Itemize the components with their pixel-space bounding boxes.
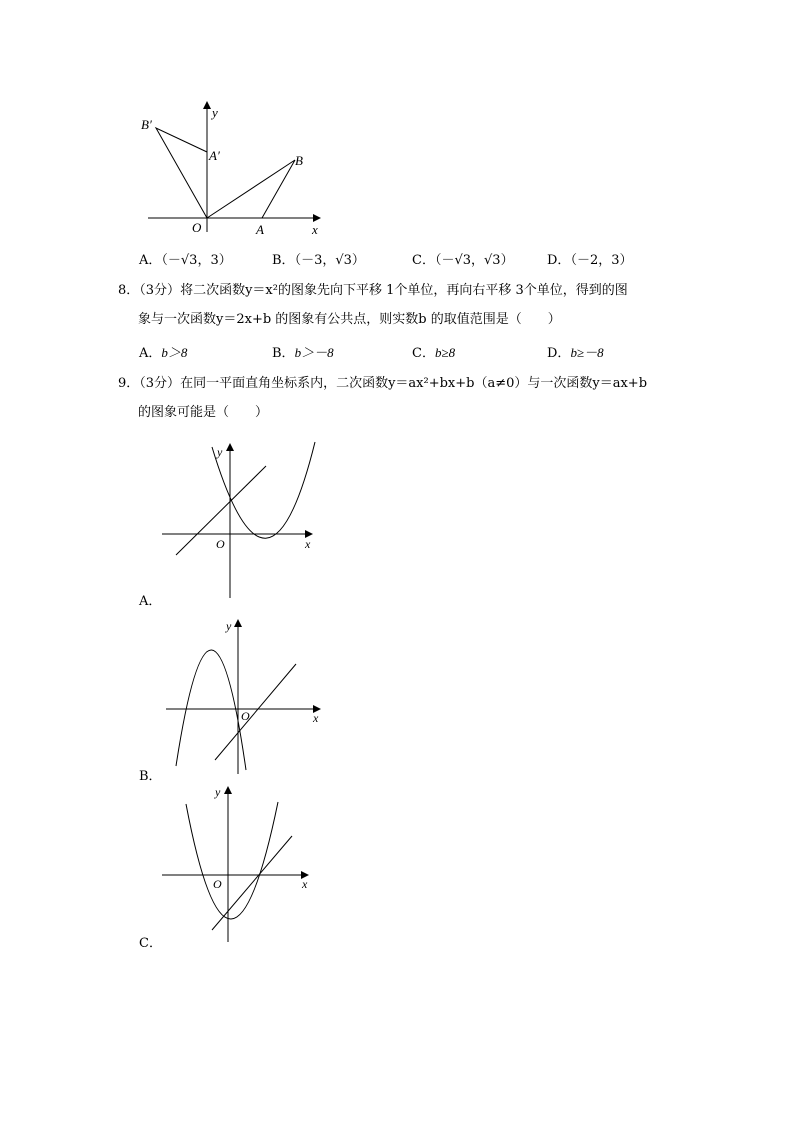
x-label: x: [313, 711, 319, 725]
option-letter: C．: [139, 936, 162, 951]
question-text: 在同一平面直角坐标系内，二次函数y＝ax²+bx+b（a≠0）与一次函数y＝ax+b: [180, 376, 648, 391]
q8-stem-line1: [118, 282, 628, 300]
triangle-oab: [207, 160, 295, 218]
question-number: 9．: [118, 376, 140, 391]
option-letter: A．: [139, 253, 162, 268]
x-label: x: [305, 537, 311, 551]
origin-label: O: [216, 537, 225, 551]
line: [212, 836, 292, 930]
line: [215, 664, 296, 760]
parabola: [186, 802, 278, 919]
option-text: b＞8: [161, 345, 188, 360]
option-text: （－√3，√3）: [434, 253, 514, 268]
q7-option-a[interactable]: [139, 249, 232, 268]
q9-stem-line2: 的图象可能是（ ）: [138, 405, 269, 420]
option-text: b≥－8: [570, 345, 604, 360]
parabola: [212, 442, 315, 538]
q9-option-c[interactable]: [139, 932, 162, 951]
x-label: x: [312, 222, 318, 237]
y-label: y: [215, 785, 221, 799]
option-letter: D．: [547, 253, 571, 268]
point-b-prime-label: B′: [141, 117, 152, 132]
point-a-label: A: [256, 222, 264, 237]
q7-option-d[interactable]: [547, 249, 632, 268]
option-letter: B．: [272, 346, 295, 361]
q8-option-d[interactable]: [547, 342, 604, 361]
origin-label: O: [192, 220, 202, 235]
q9-graph-a: [155, 435, 330, 605]
y-label: y: [212, 105, 218, 120]
option-letter: C．: [412, 253, 435, 268]
question-points: （3分）: [139, 376, 181, 391]
x-label: x: [302, 877, 308, 891]
option-letter: B．: [272, 253, 295, 268]
q8-option-a[interactable]: [139, 342, 187, 361]
option-text: （－√3，3）: [161, 253, 232, 268]
option-letter: A．: [139, 346, 162, 361]
q7-option-b[interactable]: [272, 249, 365, 268]
option-letter: A．: [139, 594, 162, 609]
origin-label: O: [213, 877, 222, 891]
option-text: b≥8: [434, 345, 456, 360]
option-letter: D．: [547, 346, 571, 361]
point-a-prime-label: A′: [209, 148, 220, 163]
option-letter: B．: [139, 769, 162, 784]
option-text: （－2，3）: [570, 253, 633, 268]
point-b-label: B: [295, 153, 303, 168]
question-text: 将二次函数y＝x²的图象先向下平移 1个单位，再向右平移 3个单位，得到的图: [180, 283, 628, 298]
y-label: y: [217, 445, 223, 459]
q7-figure: [130, 95, 330, 240]
q8-stem-line2: 象与一次函数y＝2x+b 的图象有公共点，则实数b 的取值范围是（ ）: [138, 312, 561, 327]
q9-graph-b: [160, 615, 335, 780]
triangle-oa-b-prime: [156, 128, 207, 218]
y-label: y: [226, 619, 232, 633]
q7-option-c[interactable]: [412, 249, 514, 268]
q9-graph-c: [155, 780, 325, 945]
question-number: 8．: [118, 283, 140, 298]
q9-option-a[interactable]: [139, 590, 161, 609]
option-text: （－3，√3）: [294, 253, 365, 268]
origin-label: O: [241, 709, 250, 723]
q8-option-c[interactable]: [412, 342, 455, 361]
q9-stem-line1: [118, 375, 647, 393]
option-letter: C．: [412, 346, 435, 361]
parabola: [176, 650, 246, 770]
option-text: b＞－8: [294, 345, 334, 360]
q8-option-b[interactable]: [272, 342, 334, 361]
question-points: （3分）: [139, 283, 181, 298]
